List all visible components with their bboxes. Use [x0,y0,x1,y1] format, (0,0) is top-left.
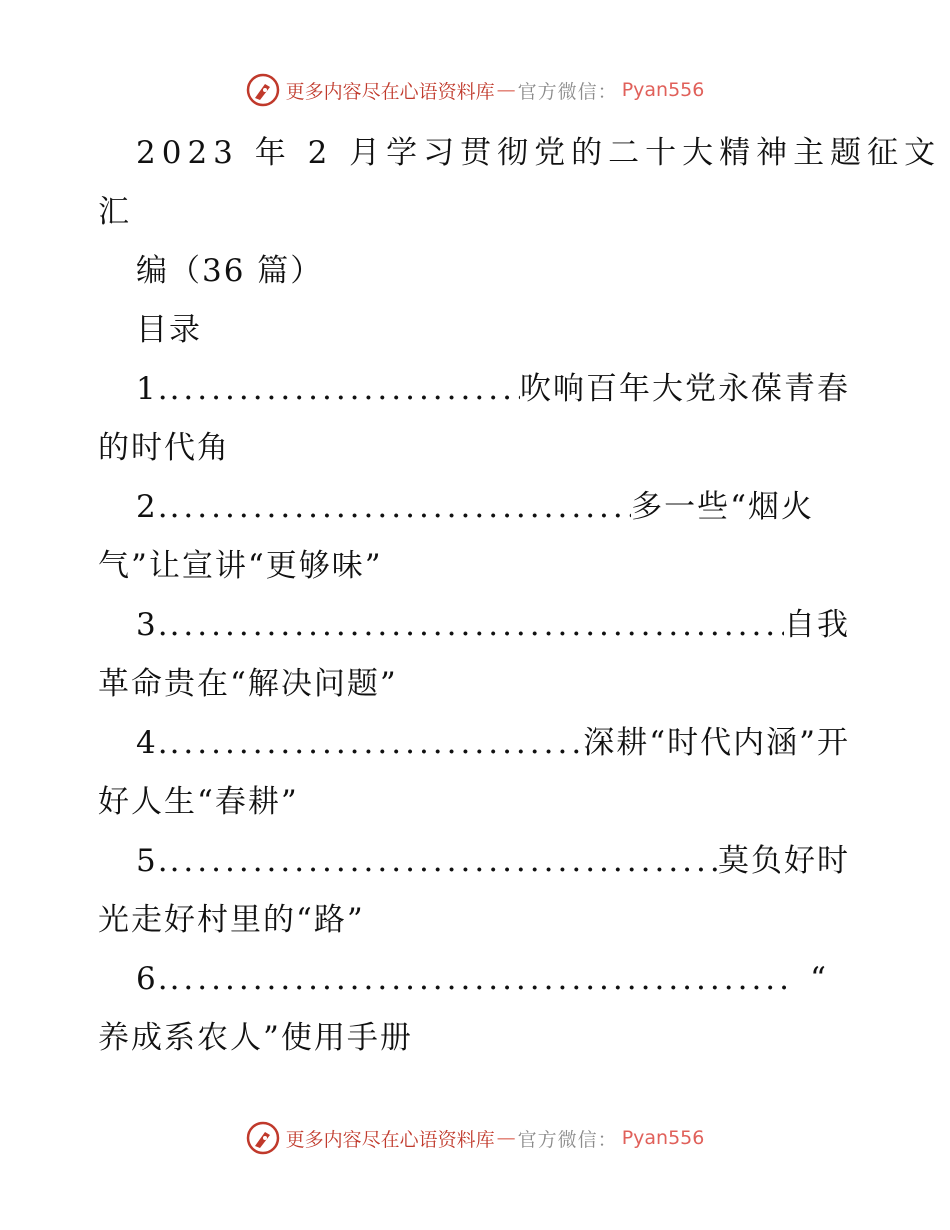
toc-item-3-continued: 革命贵在“解决问题” [98,666,398,702]
toc-leader-dots [170,950,787,1009]
watermark-separator: — [496,1127,516,1149]
toc-item-number: 1. [136,371,170,407]
toc-item-title: “ [810,961,828,997]
watermark-label: 官方微信： [517,80,618,103]
top-watermark-banner [0,70,950,110]
watermark-text: 更多内容尽在心语资料库 [285,1128,495,1151]
toc-item-title: 吹响百年大党永葆青春 [520,371,850,407]
pen-nib-circle-icon [246,1121,280,1155]
toc-item-number: 5. [136,843,170,879]
toc-leader-dots [170,360,520,419]
toc-item-5-continued: 光走好村里的“路” [98,902,365,938]
doc-title-line-2: 编（36 篇） [136,253,324,289]
toc-leader-dots [170,714,584,773]
toc-item-4-continued: 好人生“春耕” [98,784,299,820]
toc-item-2-continued: 气”让宣讲“更够味” [98,548,383,584]
toc-item-title: 莫负好时 [718,843,850,879]
doc-title-wrap: 汇 [98,194,131,230]
toc-item-number: 4. [136,725,170,761]
watermark-wechat-id: Pyan556 [621,79,705,101]
toc-leader-dots [170,596,784,655]
document-body [98,124,942,1068]
toc-item-6-continued: 养成系农人”使用手册 [98,1020,413,1056]
toc-item-title: 自我 [784,607,850,643]
toc-item-number: 6. [136,961,170,997]
toc-leader-dots [170,832,718,891]
toc-item-4[interactable] [98,714,850,773]
toc-item-1[interactable] [98,360,850,419]
toc-item-number: 3. [136,607,170,643]
doc-title-line-1: 2023 年 2 月学习贯彻党的二十大精神主题征文 [136,135,942,171]
toc-item-title: 深耕“时代内涵”开 [583,725,850,761]
toc-leader-dots [170,478,632,537]
toc-item-number: 2. [136,489,170,525]
toc-item-3[interactable] [98,596,850,655]
toc-item-6[interactable] [98,950,850,1009]
watermark-text: 更多内容尽在心语资料库 [285,80,495,103]
toc-heading: 目录 [136,312,202,348]
watermark-label: 官方微信： [517,1128,618,1151]
toc-item-2[interactable] [98,478,850,537]
bottom-watermark-banner [0,1118,950,1158]
toc-item-title: 多一些“烟火 [631,489,814,525]
toc-item-1-continued: 的时代角 [98,430,230,466]
toc-item-5[interactable] [98,832,850,891]
watermark-separator: — [496,79,516,101]
watermark-wechat-id: Pyan556 [621,1127,705,1149]
pen-nib-circle-icon [246,73,280,107]
